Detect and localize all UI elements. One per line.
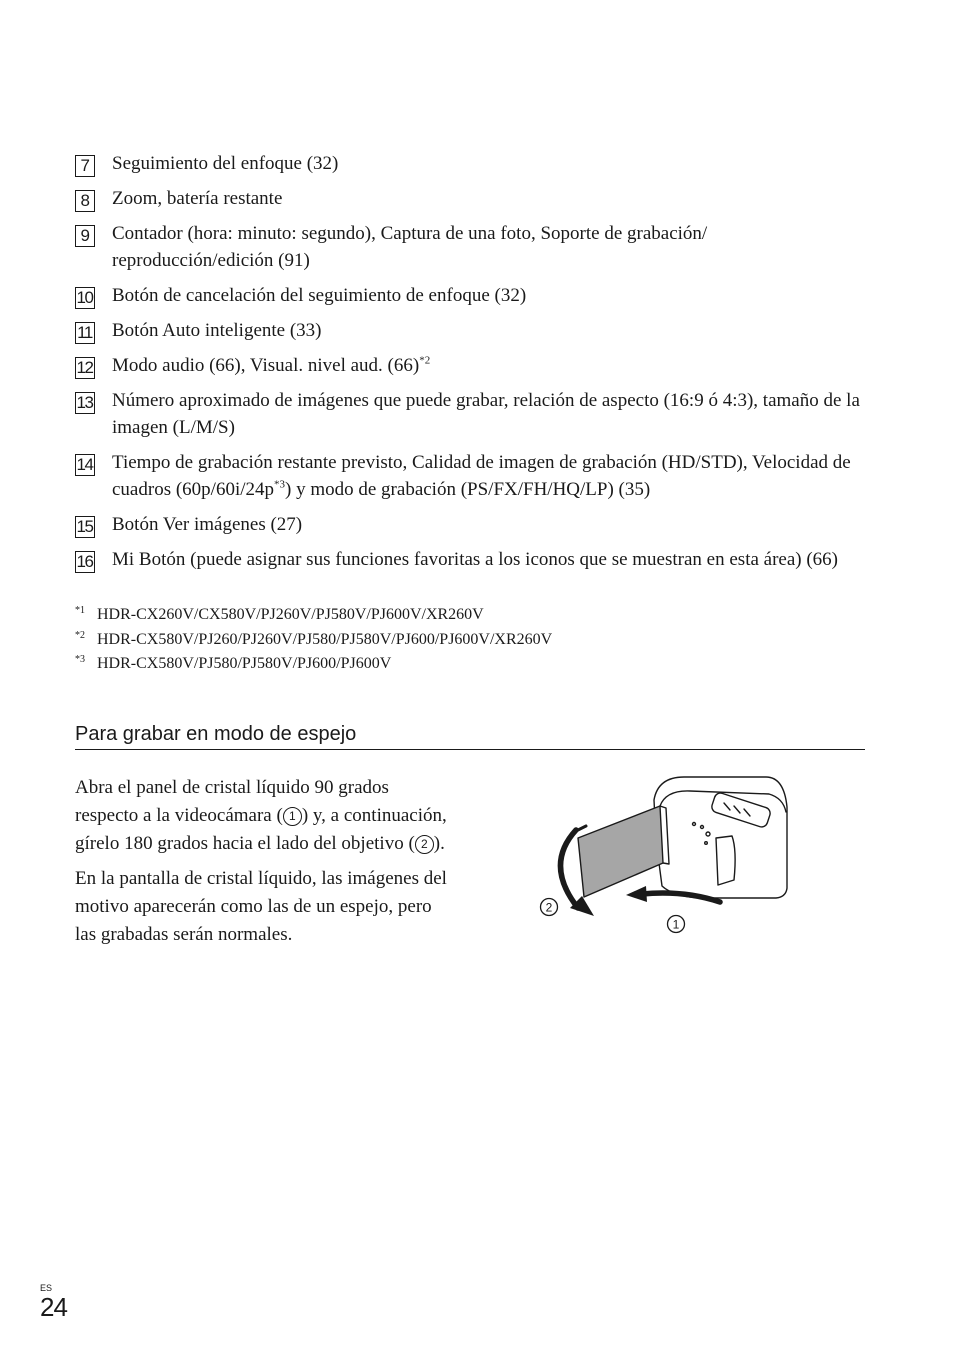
paragraph-text: ) y, a continuación, gírelo 180 grados hacia el lado del objetivo ( <box>75 804 447 854</box>
item-text: Botón Auto inteligente (33) <box>112 320 322 341</box>
item-text: Botón de cancelación del seguimiento de enfoque (32) <box>112 285 527 306</box>
item-number: 12 <box>75 357 95 379</box>
paragraph <box>75 774 447 857</box>
svg-text:2: 2 <box>545 900 553 915</box>
item-text: Botón Ver imágenes (27) <box>112 514 303 535</box>
legend-item <box>75 220 865 274</box>
footnote-text: HDR-CX580V/PJ260/PJ260V/PJ580/PJ580V/PJ600/PJ600V/XR260V <box>97 630 553 648</box>
legend-item <box>75 150 865 177</box>
item-text: Mi Botón (puede asignar sus funciones favoritas a los iconos que se muestran en esta área) (66) <box>112 549 839 570</box>
section-title: Para grabar en modo de espejo <box>75 720 865 750</box>
footnote <box>75 628 552 653</box>
item-number: 7 <box>75 155 95 177</box>
step-2-marker: 2 <box>415 835 434 854</box>
footnote-text: HDR-CX260V/CX580V/PJ260V/PJ580V/PJ600V/XR260V <box>97 606 484 623</box>
item-text: Tiempo de grabación restante previsto, Calidad de imagen de grabación (HD/STD), Velocidad de cuadros (60p/60i/24p <box>112 452 851 500</box>
language-code: ES <box>40 1283 53 1293</box>
item-number: 11 <box>75 322 95 344</box>
section-body <box>75 774 447 949</box>
item-number: 15 <box>75 516 95 538</box>
legend-item <box>75 546 865 573</box>
paragraph: En la pantalla de cristal líquido, las imágenes del motivo aparecerán como las de un espejo, pero las grabadas serán normales. <box>75 868 447 945</box>
step-2-label <box>541 899 558 916</box>
legend-item <box>75 387 865 441</box>
item-number: 9 <box>75 225 95 247</box>
item-text: Zoom, batería restante <box>112 188 283 209</box>
footnote-ref: *3 <box>274 478 286 491</box>
legend-item <box>75 282 865 309</box>
legend-item <box>75 511 865 538</box>
item-text: Número aproximado de imágenes que puede grabar, relación de aspecto (16:9 ó 4:3), tamaño de la imagen (L/M/S) <box>112 390 860 438</box>
legend-item <box>75 352 865 379</box>
page-number <box>40 1283 67 1321</box>
item-text: Contador (hora: minuto: segundo), Captura de una foto, Soporte de grabación/ reproducción/edición (91) <box>112 223 708 271</box>
item-number: 14 <box>75 454 95 476</box>
item-text: Seguimiento del enfoque (32) <box>112 153 339 174</box>
footnote-marker: *2 <box>75 629 85 641</box>
legend-item <box>75 317 865 344</box>
footnote <box>75 603 552 628</box>
step-1-label <box>668 916 685 933</box>
footnote-marker: *1 <box>75 605 85 616</box>
page-number-value: 24 <box>40 1292 67 1322</box>
legend-list <box>75 150 865 573</box>
footnote <box>75 652 552 677</box>
lcd-panel <box>578 806 663 897</box>
footnote-ref: *2 <box>419 354 431 367</box>
item-text: Modo audio (66), Visual. nivel aud. (66) <box>112 355 420 376</box>
legend-item <box>75 185 865 212</box>
svg-text:1: 1 <box>672 917 680 932</box>
footnote-marker: *3 <box>75 654 85 665</box>
rotate-arrow-icon <box>560 830 578 908</box>
camcorder-mirror-illustration <box>534 770 796 940</box>
item-number: 10 <box>75 287 95 309</box>
footnotes <box>75 603 552 677</box>
paragraph-text: ). <box>433 832 445 854</box>
item-number: 13 <box>75 392 95 414</box>
item-number: 8 <box>75 190 95 212</box>
legend-item <box>75 449 865 503</box>
footnote-text: HDR-CX580V/PJ580/PJ580V/PJ600/PJ600V <box>97 655 392 672</box>
paragraph-text: Abra el panel de cristal líquido 90 grados respecto a la videocámara ( <box>75 777 389 826</box>
step-1-marker: 1 <box>283 807 302 826</box>
item-text-cont: ) y modo de grabación (PS/FX/FH/HQ/LP) (35) <box>285 479 651 500</box>
item-number: 16 <box>75 551 95 573</box>
